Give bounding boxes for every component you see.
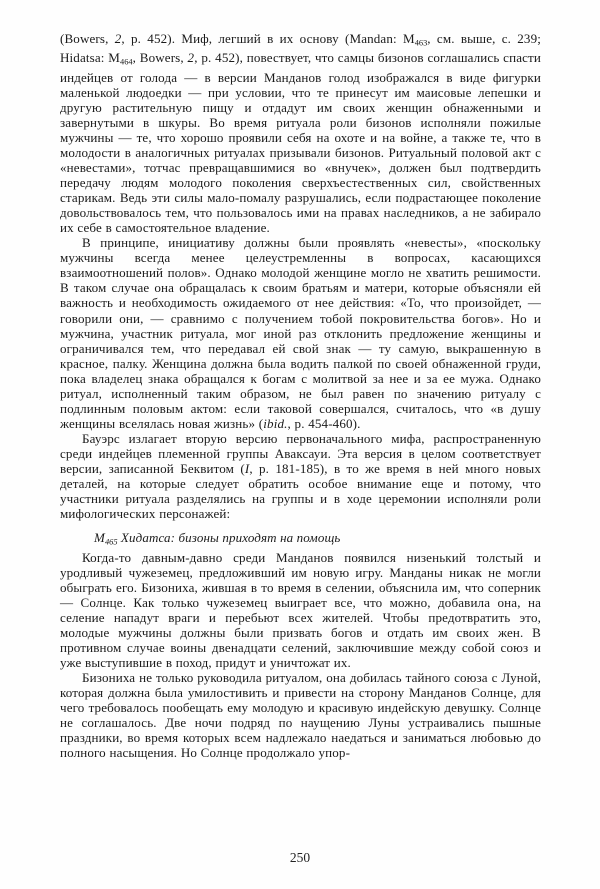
italic-text: I xyxy=(244,461,250,476)
italic-text: ibid. xyxy=(263,415,288,431)
myth-title: Хидатса: бизоны приходят на помощь xyxy=(120,530,341,546)
myth-label xyxy=(94,530,118,545)
myth-paragraph-1: Когда-то давным-давно среди Манданов появился низенький толстый и уродливый чужеземец, предложивший им новую игру. Манданы никак не могли обыграть его. Бизониха, жившая в то время в селении, объяснила им, что соперник — Солнце. Как только чужеземец выиграет все, что можно, добавила она, на селение нападут враги и перебьют всех жителей. Чтобы предотвратить это, молодые мужчины должны были призвать богов и отдать им своих жен. В противном случае воины двенадцати селений, заключившие между собой союз и уже выступившие в поход, придут и уничтожат их. xyxy=(60,549,541,670)
italic-text: 2 xyxy=(187,50,195,66)
paragraph-2: В принципе, инициативу должны были проявлять «невесты», «поскольку мужчины всегда менее целеустремленны в вопросах, касающихся взаимоотношений полов». Однако молодой женщине могло не хватить решимости. В таком случае она обращалась к своим братьям и матери, которые объясняли ей важность и необходимость ожидаемого от нее действия: «То, что произойдет, — говорили они, — сравнимо с получением тобой покровительства богов». Но и мужчина, участник ритуала, мог иной раз отклонить предложение женщины и ограничивался тем, что передавал ей свой знак — ту самую, выкрашенную в красное, палку. Женщина должна была водить палкой по своей обнаженной груди, пока владелец знака обращался к богам с молитвой за нее и за ее мужа. Однако ритуал, исполненный таким образом, не был равен по значению ритуалу с подлинным половым актом: если таковой совершался, считалось, что «в душу женщины вселялась новая жизнь» (ibid., p. 454-460). xyxy=(60,235,541,431)
paragraph-1: (Bowers, 2, p. 452). Миф, легший в их основу (Mandan: $M_{463}$, см. выше, с. 239; Hidatsa: $M_{464}$, Bowers, 2, p. 452), повествует, что самцы бизонов соглашались спасти индейцев от голода — в версии Манданов голод изображался в виде фигурки маленькой людоедки — при условии, что те принесут им маисовые лепешки и другую растительную пищу и отдадут им своих женщин обнаженными и завернутыми в шкуры. Во время ритуала роли бизонов исполняли пожилые мужчины — те, что хорошо проявили себя на охоте и на войне, а также те, что в молодости в аналогичных ритуалах призывали бизонов. Ритуальный половой акт с «невестами», тотчас превращавшимися во «внучек», должен был подтвердить передачу людям молодого поколения сверхъестественных сил, свойственных старикам. Ведь эти силы мало-помалу разрушались, если подрастающее поколение довольствовалось тем, что пользовалось ими на правах наследников, а не забирало их себе в самостоятельное владение. xyxy=(60,31,541,236)
myth-label-letter: M xyxy=(94,530,105,546)
page-number: 250 xyxy=(289,850,311,865)
myth-label-number: 465 xyxy=(104,537,118,547)
subscript-number: 463 xyxy=(414,38,428,48)
subscript-number: 464 xyxy=(120,57,133,67)
myth-paragraph-2: Бизониха не только руководила ритуалом, она добилась тайного союза с Луной, которая должна была умилостивить и привести на сторону Манданов Солнце, для чего требовалось пообещать ему молодую и красивую индейскую девушку. Солнце не соглашалось. Две ночи подряд по наущению Луны устраивались пышные праздники, во время которых всем надлежало наедаться и заниматься любовью до полного насыщения. Но Солнце продолжало упор- xyxy=(60,669,541,761)
paragraph-3: Бауэрс излагает вторую версию первоначального мифа, распространенную среди индейцев племенной группы Аваксауи. Эта версия в целом соответствует версии, записанной Беквитом (I, p. 181-185), в то же время в ней много новых деталей, на которые следует обратить особое внимание еще и потому, что участники ритуала разделялись на группы и в ходе церемонии исполняли роли мифологических персонажей: xyxy=(60,430,541,522)
text-column xyxy=(60,31,541,760)
myth-heading xyxy=(60,530,541,549)
italic-text: 2 xyxy=(114,31,122,46)
